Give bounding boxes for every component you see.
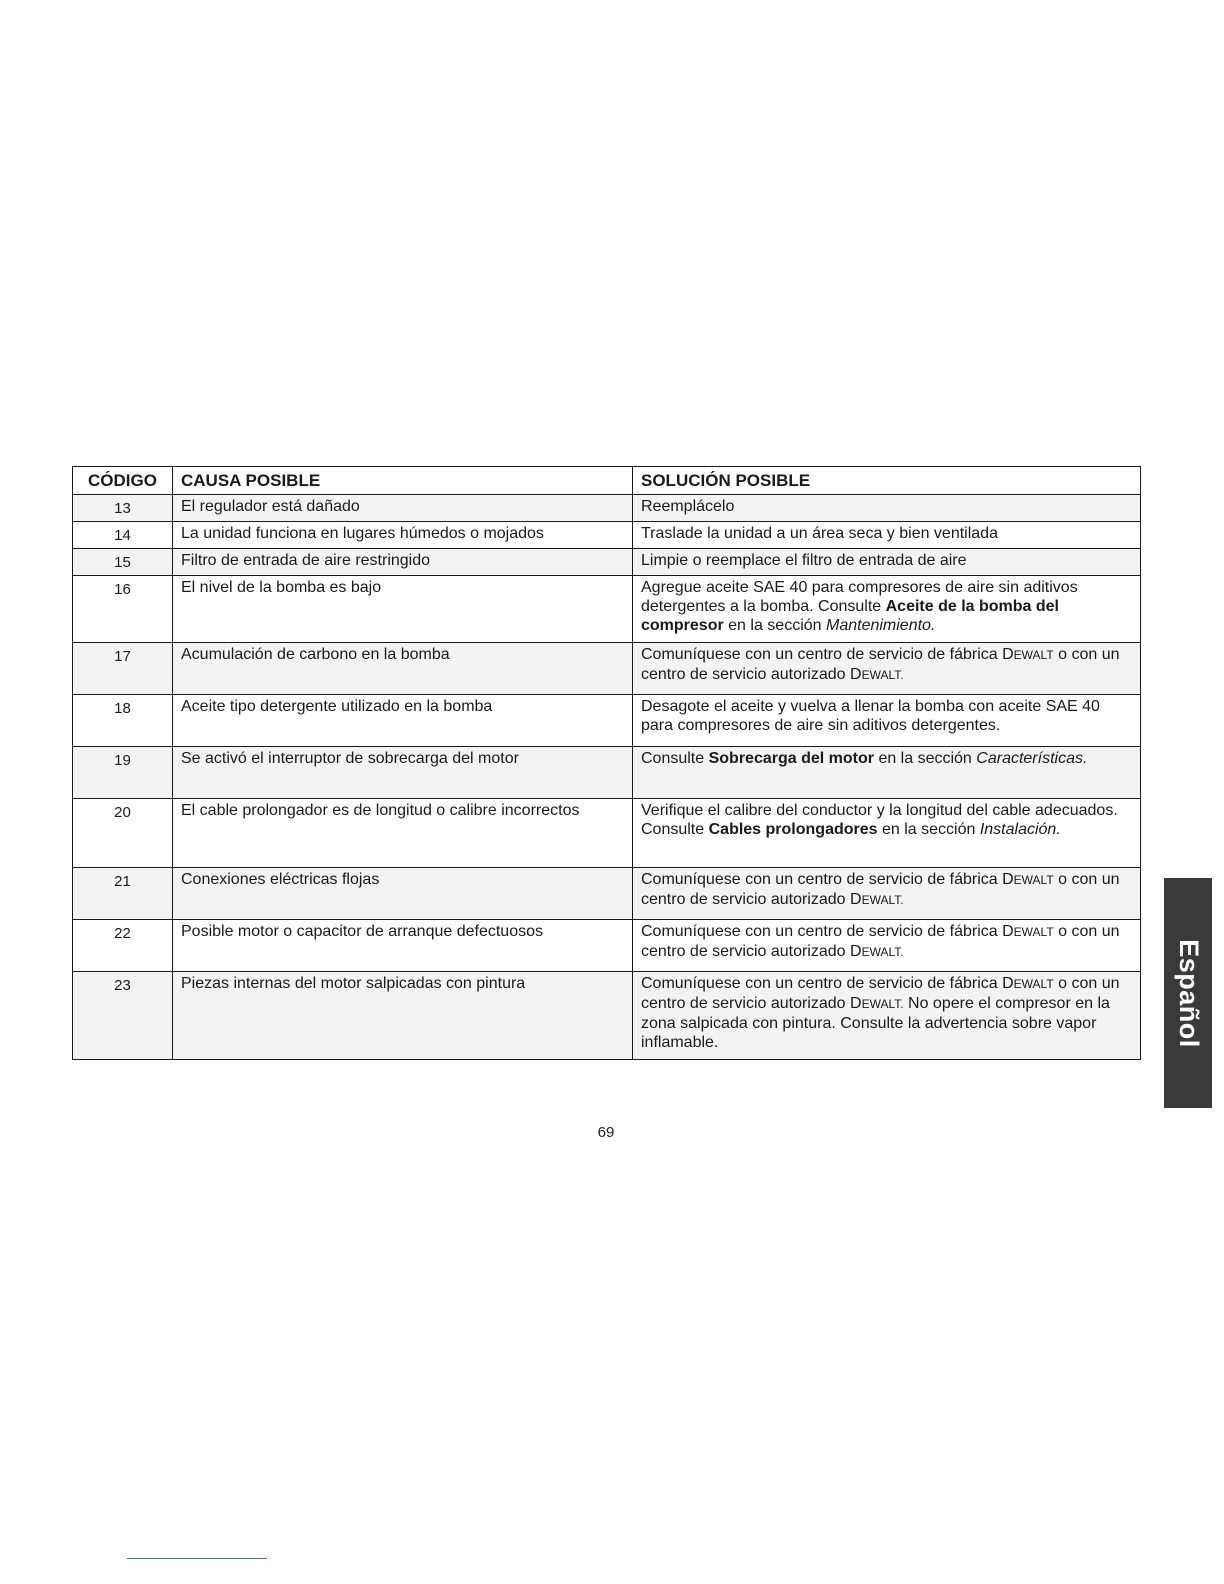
table-header-row bbox=[73, 467, 1141, 495]
solution-section: Instalación. bbox=[979, 821, 1061, 838]
footnote-divider bbox=[127, 1558, 267, 1559]
code-cell: 20 bbox=[73, 799, 173, 868]
solution-cell bbox=[633, 522, 1141, 549]
solution-cell bbox=[633, 747, 1141, 799]
brand-name: EWALT bbox=[1013, 873, 1054, 887]
cause-cell: Acumulación de carbono en la bomba bbox=[173, 643, 633, 695]
header-solution: SOLUCIÓN POSIBLE bbox=[633, 467, 1141, 495]
solution-text: Limpie o reemplace el filtro de entrada de aire bbox=[641, 552, 967, 569]
solution-reference: Cables prolongadores bbox=[708, 821, 878, 838]
solution-text: Reemplácelo bbox=[641, 498, 735, 515]
table-row bbox=[73, 576, 1141, 643]
code-cell: 13 bbox=[73, 495, 173, 522]
solution-connector: en la sección bbox=[878, 750, 972, 767]
table-row bbox=[73, 643, 1141, 695]
code-cell: 21 bbox=[73, 868, 173, 920]
cause-cell: El cable prolongador es de longitud o calibre incorrectos bbox=[173, 799, 633, 868]
troubleshooting-table bbox=[72, 466, 1141, 1060]
solution-text: Desagote el aceite y vuelva a llenar la bomba con aceite SAE 40 para compresores de aire sin aditivos detergentes. bbox=[641, 698, 1100, 734]
solution-cell bbox=[633, 643, 1141, 695]
cause-cell: Aceite tipo detergente utilizado en la bomba bbox=[173, 695, 633, 747]
solution-text: No opere el compresor en la zona salpicada con pintura. Consulte la advertencia sobre vapor inflamable. bbox=[641, 995, 1110, 1051]
solution-text: Consulte bbox=[641, 750, 705, 767]
solution-text: o con un centro de servicio autorizado D bbox=[641, 871, 1120, 908]
header-code: CÓDIGO bbox=[73, 467, 173, 495]
header-cause: CAUSA POSIBLE bbox=[173, 467, 633, 495]
solution-text: o con un centro de servicio autorizado D bbox=[641, 646, 1120, 683]
solution-text: Comuníquese con un centro de servicio de fábrica D bbox=[641, 871, 1014, 888]
language-tab-label: Español bbox=[1173, 938, 1204, 1048]
solution-cell bbox=[633, 695, 1141, 747]
brand-name: EWALT bbox=[1013, 925, 1054, 939]
code-cell: 23 bbox=[73, 972, 173, 1060]
cause-cell: Conexiones eléctricas flojas bbox=[173, 868, 633, 920]
code-cell: 16 bbox=[73, 576, 173, 643]
solution-section: Características. bbox=[976, 750, 1088, 767]
solution-text: o con un centro de servicio autorizado D bbox=[641, 923, 1120, 960]
solution-text: Verifique el calibre del conductor y la longitud del cable adecuados. Consulte bbox=[641, 802, 1118, 838]
table-row bbox=[73, 695, 1141, 747]
cause-cell: El nivel de la bomba es bajo bbox=[173, 576, 633, 643]
solution-connector: en la sección bbox=[881, 821, 976, 838]
cause-cell: La unidad funciona en lugares húmedos o mojados bbox=[173, 522, 633, 549]
brand-name: EWALT. bbox=[861, 945, 904, 959]
solution-cell bbox=[633, 799, 1141, 868]
brand-name: EWALT bbox=[1013, 977, 1054, 991]
table-row bbox=[73, 495, 1141, 522]
table-row bbox=[73, 747, 1141, 799]
solution-reference: Aceite de la bomba del compresor bbox=[641, 598, 1059, 634]
solution-cell bbox=[633, 495, 1141, 522]
cause-cell: El regulador está dañado bbox=[173, 495, 633, 522]
table-row bbox=[73, 549, 1141, 576]
table-row bbox=[73, 920, 1141, 972]
solution-section: Mantenimiento. bbox=[826, 617, 936, 634]
cause-cell: Posible motor o capacitor de arranque defectuosos bbox=[173, 920, 633, 972]
solution-cell bbox=[633, 549, 1141, 576]
code-cell: 14 bbox=[73, 522, 173, 549]
solution-cell bbox=[633, 868, 1141, 920]
code-cell: 22 bbox=[73, 920, 173, 972]
solution-text: Comuníquese con un centro de servicio de fábrica D bbox=[641, 923, 1014, 940]
cause-cell: Piezas internas del motor salpicadas con pintura bbox=[173, 972, 633, 1060]
solution-text: o con un centro de servicio autorizado D bbox=[641, 975, 1120, 1012]
brand-name: EWALT. bbox=[861, 668, 904, 682]
solution-text: Comuníquese con un centro de servicio de fábrica D bbox=[641, 975, 1014, 992]
code-cell: 18 bbox=[73, 695, 173, 747]
solution-text: Agregue aceite SAE 40 para compresores de aire sin aditivos detergentes a la bomba. Consulte bbox=[641, 579, 1078, 615]
cause-cell: Filtro de entrada de aire restringido bbox=[173, 549, 633, 576]
solution-connector: en la sección bbox=[728, 617, 822, 634]
brand-name: EWALT bbox=[1013, 648, 1054, 662]
brand-name: EWALT. bbox=[861, 997, 904, 1011]
solution-cell bbox=[633, 972, 1141, 1060]
solution-cell bbox=[633, 576, 1141, 643]
code-cell: 15 bbox=[73, 549, 173, 576]
language-side-tab bbox=[1164, 878, 1212, 1108]
cause-cell: Se activó el interruptor de sobrecarga del motor bbox=[173, 747, 633, 799]
table-row bbox=[73, 868, 1141, 920]
solution-text: Comuníquese con un centro de servicio de fábrica D bbox=[641, 646, 1014, 663]
solution-text: Traslade la unidad a un área seca y bien ventilada bbox=[641, 525, 998, 542]
code-cell: 19 bbox=[73, 747, 173, 799]
solution-reference: Sobrecarga del motor bbox=[708, 750, 874, 767]
table-row bbox=[73, 972, 1141, 1060]
code-cell: 17 bbox=[73, 643, 173, 695]
page-number: 69 bbox=[597, 1124, 615, 1141]
brand-name: EWALT. bbox=[861, 893, 904, 907]
table-row bbox=[73, 522, 1141, 549]
solution-cell bbox=[633, 920, 1141, 972]
table-row bbox=[73, 799, 1141, 868]
